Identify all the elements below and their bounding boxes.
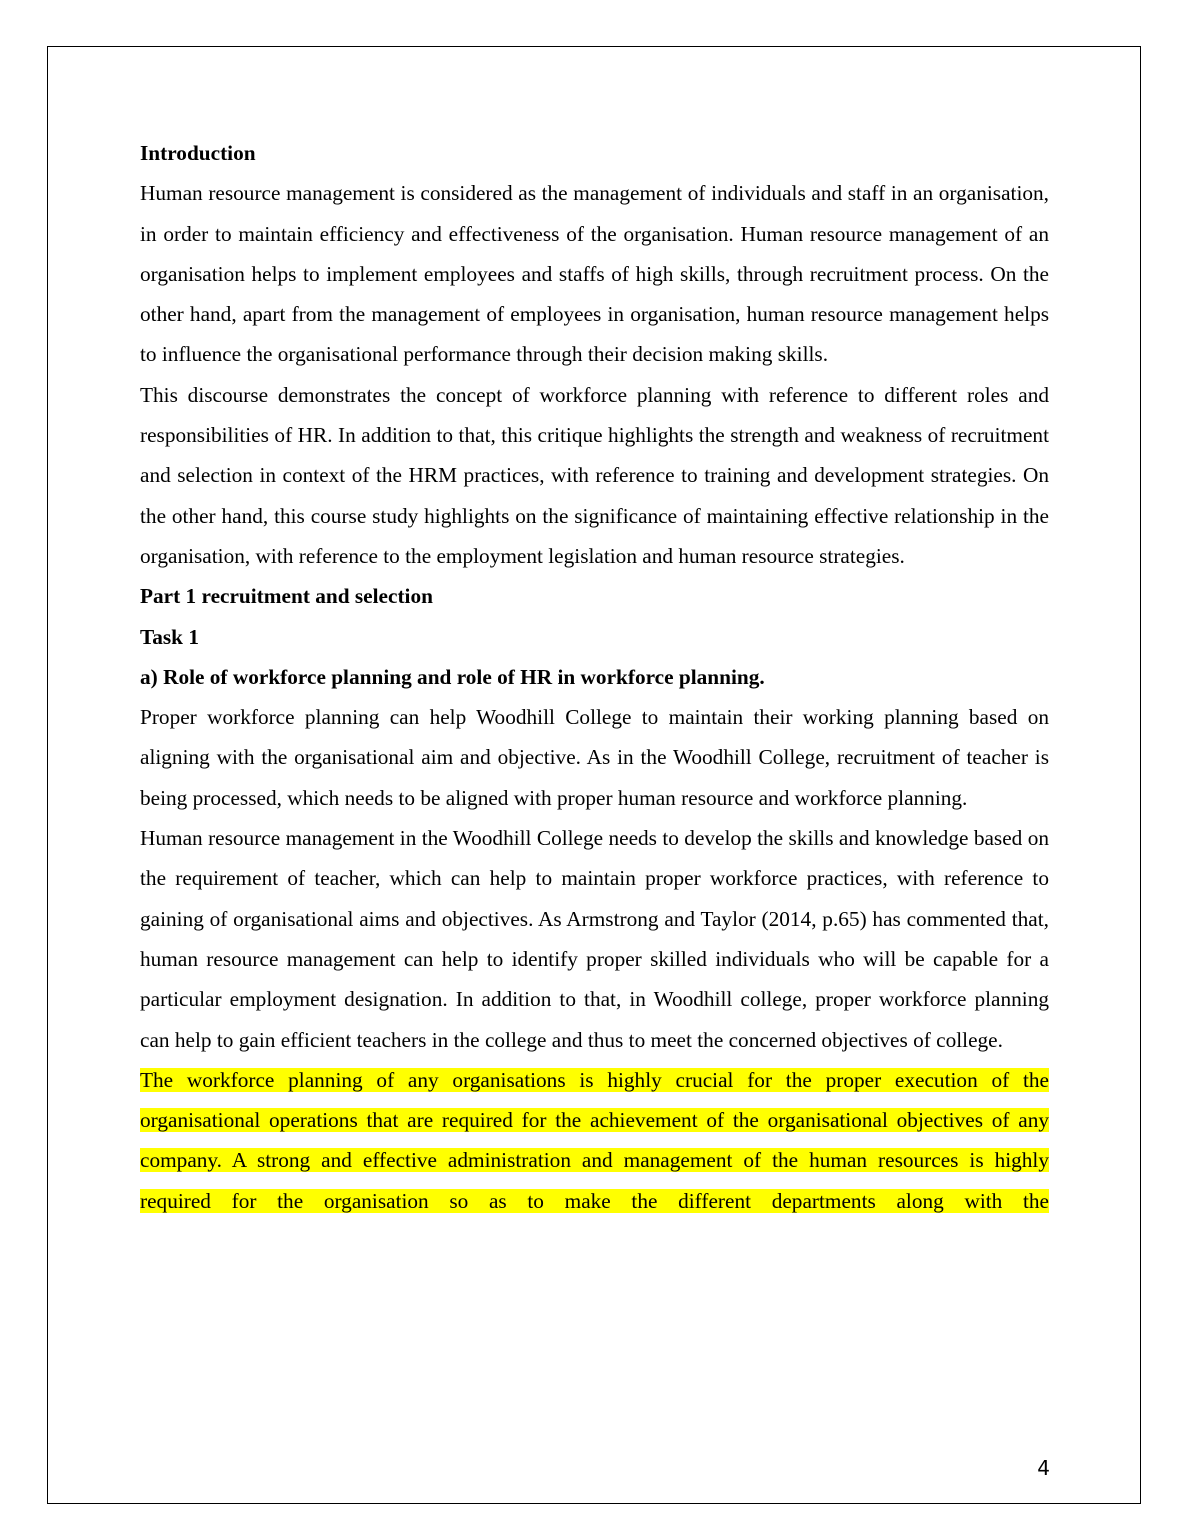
part-heading: Part 1 recruitment and selection [140, 584, 433, 609]
highlighted-paragraph [140, 1060, 1049, 1221]
section-paragraph-2: Human resource management in the Woodhill College needs to develop the skills and knowledge based on the requirement of teacher, which can help to maintain proper workforce practices, with reference to gaining of organisational aims and objectives. As Armstrong and Taylor (2014, p.65) has commented that, human resource management can help to identify proper skilled individuals who will be capable for a particular employment designation. In addition to that, in Woodhill college, proper workforce planning can help to gain efficient teachers in the college and thus to meet the concerned objectives of college. [140, 826, 1049, 1052]
section-heading: a) Role of workforce planning and role of HR in workforce planning. [140, 664, 765, 689]
highlighted-text: The workforce planning of any organisations is highly crucial for the proper execution of the organisational operations that are required for the achievement of the organisational objectives of any company. A strong and effective administration and management of the human resources is highly required for the organisation so as to make the different departments along with the [140, 1067, 1049, 1213]
document-body [140, 133, 1049, 1221]
introduction-heading: Introduction [140, 141, 256, 165]
page-number: 4 [1037, 1456, 1050, 1480]
intro-paragraph-1: Human resource management is considered as the management of individuals and staff in an organisation, in order to maintain efficiency and effectiveness of the organisation. Human resource management of an organisation helps to implement employees and staffs of high skills, through recruitment process. On the other hand, apart from the management of employees in organisation, human resource management helps to influence the organisational performance through their decision making skills. [140, 181, 1049, 367]
section-paragraph-1: Proper workforce planning can help Woodhill College to maintain their working planning based on aligning with the organisational aim and objective. As in the Woodhill College, recruitment of teacher is being processed, which needs to be aligned with proper human resource and workforce planning. [140, 705, 1049, 810]
intro-paragraph-2: This discourse demonstrates the concept of workforce planning with reference to different roles and responsibilities of HR. In addition to that, this critique highlights the strength and weakness of recruitment and selection in context of the HRM practices, with reference to training and development strategies. On the other hand, this course study highlights on the significance of maintaining effective relationship in the organisation, with reference to the employment legislation and human resource strategies. [140, 382, 1049, 568]
task-heading: Task 1 [140, 624, 200, 649]
